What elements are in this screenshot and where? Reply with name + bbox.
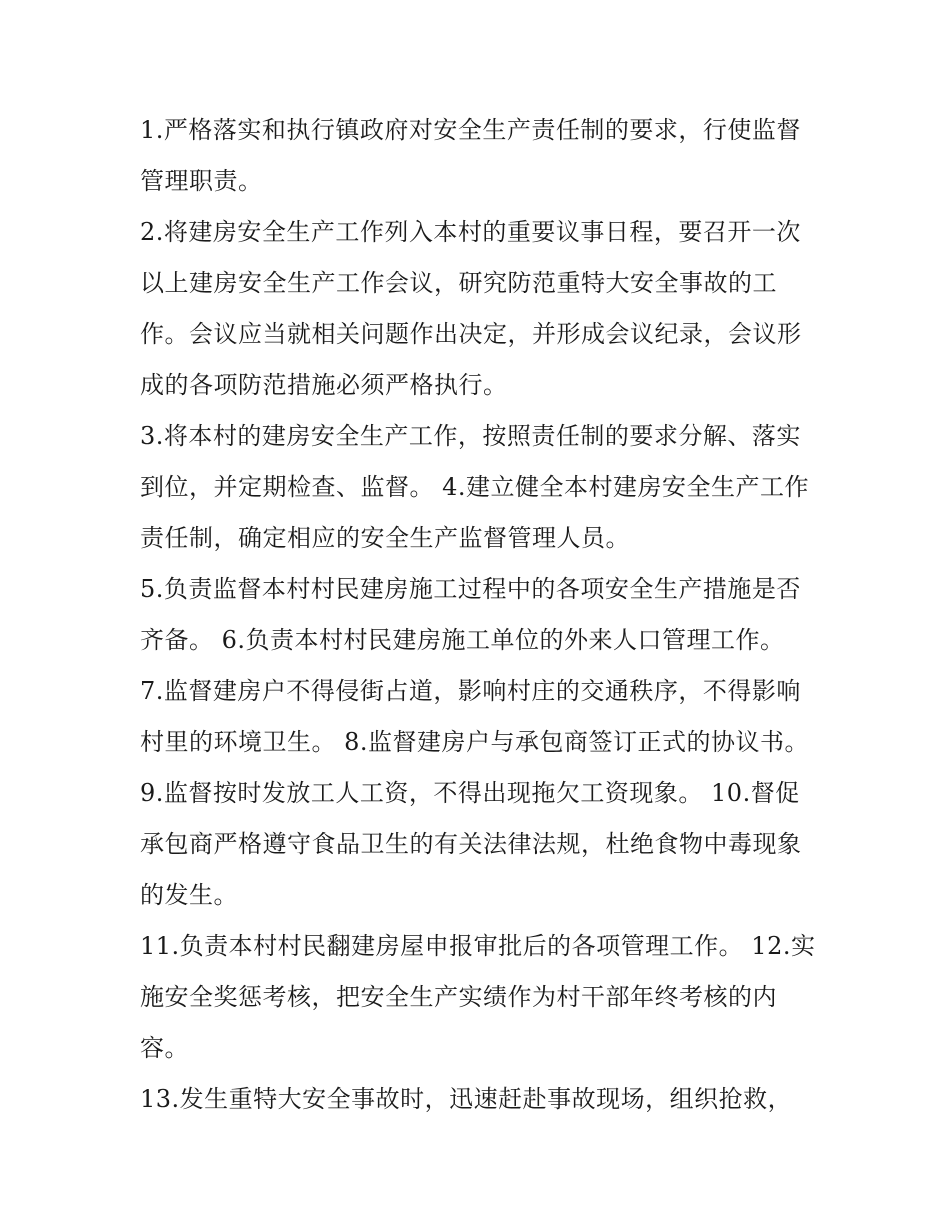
paragraph-7: 11.负责本村村民翻建房屋申报审批后的各项管理工作。 12.实施安全奖惩考核，把安全生产实绩作为村干部年终考核的内容。 (140, 932, 816, 1062)
paragraph-2: 2.将建房安全生产工作列入本村的重要议事日程，要召开一次以上建房安全生产工作会议，研究防范重特大安全事故的工作。会议应当就相关问题作出决定，并形成会议纪录，会议形成的各项防范措施必须严格执行。 (140, 218, 802, 399)
document-body (140, 105, 820, 1125)
paragraph-3: 3.将本村的建房安全生产工作，按照责任制的要求分解、落实到位，并定期检查、监督。 4.建立健全本村建房安全生产工作责任制，确定相应的安全生产监督管理人员。 (140, 422, 810, 552)
paragraph-4: 5.负责监督本村村民建房施工过程中的各项安全生产措施是否齐备。 6.负责本村村民建房施工单位的外来人口管理工作。 (140, 575, 801, 654)
paragraph-1: 1.严格落实和执行镇政府对安全生产责任制的要求，行使监督管理职责。 (140, 116, 801, 195)
paragraph-8: 13.发生重特大安全事故时，迅速赶赴事故现场，组织抢救， (140, 1085, 793, 1113)
paragraph-5: 7.监督建房户不得侵街占道，影响村庄的交通秩序，不得影响村里的环境卫生。 8.监督建房户与承包商签订正式的协议书。 (140, 677, 810, 756)
paragraph-6: 9.监督按时发放工人工资，不得出现拖欠工资现象。 10.督促承包商严格遵守食品卫生的有关法律法规，杜绝食物中毒现象的发生。 (140, 779, 802, 909)
